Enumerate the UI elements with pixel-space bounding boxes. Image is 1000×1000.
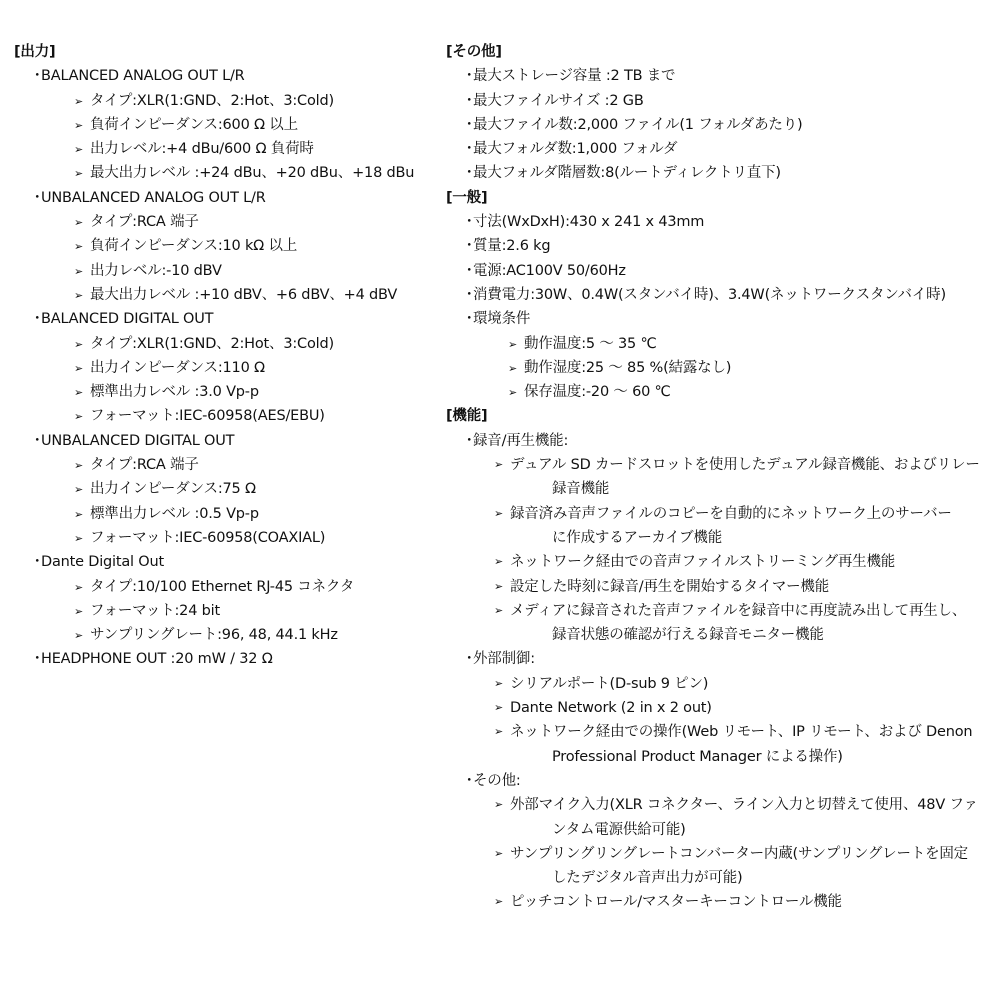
output-spec-item [14,380,434,404]
rec-play-item [446,550,994,574]
output-spec-item [14,502,434,526]
environment-item [446,356,994,380]
arrow-bullet-icon: ➢ [74,264,84,278]
general-spec-item-text: 環境条件 [473,311,531,328]
arrow-bullet-icon: ➢ [74,143,84,157]
output-spec-item-text: 最大出力レベル :+24 dBu、+20 dBu、+18 dBu [90,165,415,182]
arrow-bullet-icon: ➢ [74,507,84,521]
arrow-bullet-icon: ➢ [494,555,504,569]
arrow-bullet-icon: ➢ [74,337,84,351]
misc-function-item-text [510,793,994,842]
bullet-dot-icon: ・ [30,189,45,206]
bullet-dot-icon: ・ [462,772,477,789]
bullet-dot-icon: ・ [30,311,45,328]
text-line: シリアルポート(D-sub 9 ピン) [510,675,709,692]
output-spec-item-text: フォーマット:IEC-60958(AES/EBU) [90,408,325,425]
arrow-bullet-icon: ➢ [74,216,84,230]
output-spec-item-text: 標準出力レベル :3.0 Vp-p [90,384,259,401]
rec-play-item-text [510,599,994,648]
bullet-dot-icon: ・ [462,432,477,449]
arrow-bullet-icon: ➢ [494,725,504,739]
arrow-bullet-icon: ➢ [74,167,84,181]
text-line: ネットワーク経由での操作(Web リモート、IP リモート、および Denon [510,724,973,741]
external-control-item [446,696,994,720]
output-heading [14,40,434,64]
general-spec-item [446,307,994,331]
bullet-dot-icon: ・ [462,165,477,182]
text-line: ンタム電源供給可能) [552,821,686,838]
output-column [14,40,434,672]
output-spec-item [14,404,434,428]
output-section-title [14,186,434,210]
output-section-title-text: Dante Digital Out [41,554,164,571]
output-spec-item-text: 負荷インピーダンス:10 kΩ 以上 [90,238,298,255]
general-spec-item [446,210,994,234]
arrow-bullet-icon: ➢ [74,629,84,643]
output-spec-item-text: 最大出力レベル :+10 dBV、+6 dBV、+4 dBV [90,286,398,303]
output-spec-item [14,526,434,550]
output-spec-item [14,283,434,307]
external-control-item-text [510,720,994,769]
general-spec-item [446,234,994,258]
output-spec-item-text: 出力インピーダンス:110 Ω [90,359,265,376]
output-spec-item-text: タイプ:RCA 端子 [90,457,199,474]
output-spec-item [14,113,434,137]
function-heading-text: [機能] [446,408,488,425]
rec-play-title-text: 録音/再生機能: [473,432,569,449]
general-spec-item [446,283,994,307]
output-spec-item-text: フォーマット:IEC-60958(COAXIAL) [90,529,326,546]
misc-function-item [446,842,994,891]
output-spec-item-text: タイプ:RCA 端子 [90,214,199,231]
output-spec-item [14,161,434,185]
external-control-title [446,647,994,671]
environment-item [446,332,994,356]
output-spec-item [14,332,434,356]
misc-function-item [446,890,994,914]
text-line: 設定した時刻に録音/再生を開始するタイマー機能 [510,578,829,595]
bullet-dot-icon: ・ [462,214,477,231]
bullet-dot-icon: ・ [462,262,477,279]
general-spec-item-text: 消費電力:30W、0.4W(スタンバイ時)、3.4W(ネットワークスタンバイ時) [473,286,946,303]
arrow-bullet-icon: ➢ [74,361,84,375]
output-section-title-text: BALANCED ANALOG OUT L/R [41,68,245,85]
text-line: ネットワーク経由での音声ファイルストリーミング再生機能 [510,554,896,571]
output-section-title [14,429,434,453]
arrow-bullet-icon: ➢ [494,603,504,617]
arrow-bullet-icon: ➢ [74,604,84,618]
output-section-title [14,307,434,331]
general-spec-item-text: 電源:AC100V 50/60Hz [473,262,626,279]
other-spec-item-text: 最大フォルダ階層数:8(ルートディレクトリ直下) [473,165,781,182]
rec-play-title [446,429,994,453]
arrow-bullet-icon: ➢ [494,506,504,520]
external-control-item [446,720,994,769]
output-spec-item [14,210,434,234]
arrow-bullet-icon: ➢ [494,895,504,909]
output-spec-item-text: フォーマット:24 bit [90,602,220,619]
rec-play-item [446,453,994,502]
output-spec-item [14,623,434,647]
text-line: 録音済み音声ファイルのコピーを自動的にネットワーク上のサーバー [510,505,952,522]
text-line: メディアに録音された音声ファイルを録音中に再度読み出して再生し、 [510,602,967,619]
text-line: Professional Product Manager による操作) [552,748,843,765]
environment-item-text: 動作温度:5 ～ 35 ℃ [524,335,657,352]
arrow-bullet-icon: ➢ [508,361,518,375]
output-spec-item [14,477,434,501]
arrow-bullet-icon: ➢ [494,798,504,812]
bullet-dot-icon: ・ [30,432,45,449]
general-heading-text: [一般] [446,189,488,206]
arrow-bullet-icon: ➢ [494,701,504,715]
external-control-item-text [510,672,994,696]
output-spec-item-text: サンプリングレート:96, 48, 44.1 kHz [90,627,338,644]
misc-function-item-text [510,890,994,914]
text-line: ピッチコントロール/マスターキーコントロール機能 [510,894,842,911]
bullet-dot-icon: ・ [462,116,477,133]
output-spec-item [14,599,434,623]
arrow-bullet-icon: ➢ [74,386,84,400]
misc-function-title-text: その他: [473,772,521,789]
other-spec-item-text: 最大ファイルサイズ :2 GB [473,92,644,109]
bullet-dot-icon: ・ [462,651,477,668]
rec-play-item-text [510,502,994,551]
external-control-title-text: 外部制御: [473,651,535,668]
rec-play-item-text [510,550,994,574]
other-heading [446,40,994,64]
arrow-bullet-icon: ➢ [74,118,84,132]
rec-play-item [446,599,994,648]
bullet-dot-icon: ・ [462,141,477,158]
other-spec-item [446,89,994,113]
output-spec-item [14,356,434,380]
external-control-item [446,672,994,696]
arrow-bullet-icon: ➢ [494,676,504,690]
text-line: 録音状態の確認が行える録音モニター機能 [552,627,824,644]
function-heading [446,404,994,428]
output-section-title-text: BALANCED DIGITAL OUT [41,311,214,328]
arrow-bullet-icon: ➢ [74,459,84,473]
arrow-bullet-icon: ➢ [494,579,504,593]
output-spec-item-text: 出力レベル:-10 dBV [90,262,222,279]
other-spec-item [446,161,994,185]
misc-function-title [446,769,994,793]
arrow-bullet-icon: ➢ [494,846,504,860]
arrow-bullet-icon: ➢ [74,580,84,594]
other-spec-item [446,64,994,88]
arrow-bullet-icon: ➢ [74,531,84,545]
output-section-title [14,64,434,88]
output-spec-item [14,137,434,161]
bullet-dot-icon: ・ [462,238,477,255]
arrow-bullet-icon: ➢ [74,240,84,254]
text-line: 外部マイク入力(XLR コネクター、ライン入力と切替えて使用、48V ファ [510,797,978,814]
rec-play-item [446,575,994,599]
text-line: したデジタル音声出力が可能) [552,870,743,887]
output-spec-item [14,575,434,599]
misc-function-item [446,793,994,842]
bullet-dot-icon: ・ [30,554,45,571]
output-spec-item [14,89,434,113]
arrow-bullet-icon: ➢ [74,483,84,497]
bullet-dot-icon: ・ [462,286,477,303]
output-spec-item-text: タイプ:10/100 Ethernet RJ-45 コネクタ [90,578,355,595]
bullet-dot-icon: ・ [462,68,477,85]
output-section-title [14,647,434,671]
arrow-bullet-icon: ➢ [74,410,84,424]
bullet-dot-icon: ・ [462,92,477,109]
bullet-dot-icon: ・ [462,311,477,328]
external-control-item-text [510,696,994,720]
output-spec-item [14,259,434,283]
rec-play-item-text [510,453,994,502]
misc-function-item-text [510,842,994,891]
arrow-bullet-icon: ➢ [508,337,518,351]
text-line: 録音機能 [552,481,610,498]
output-heading-text: [出力] [14,44,56,60]
output-spec-item-text: 出力インピーダンス:75 Ω [90,481,256,498]
bullet-dot-icon: ・ [30,68,45,85]
general-spec-item-text: 寸法(WxDxH):430 x 241 x 43mm [473,214,705,231]
text-line: Dante Network (2 in x 2 out) [510,700,712,717]
output-spec-item-text: 出力レベル:+4 dBu/600 Ω 負荷時 [90,141,314,158]
other-spec-item-text: 最大ストレージ容量 :2 TB まで [473,68,676,85]
text-line: サンプリングリングレートコンバーター内蔵(サンプリングレートを固定 [510,845,968,862]
general-spec-item [446,259,994,283]
rec-play-item [446,502,994,551]
general-heading [446,186,994,210]
output-spec-item-text: 標準出力レベル :0.5 Vp-p [90,505,259,522]
environment-item-text: 動作湿度:25 ～ 85 %(結露なし) [524,359,732,376]
text-line: に作成するアーカイブ機能 [552,529,723,546]
other-spec-item [446,137,994,161]
output-section-title-text: UNBALANCED DIGITAL OUT [41,432,235,449]
other-heading-text: [その他] [446,44,502,60]
output-section-title-text: UNBALANCED ANALOG OUT L/R [41,189,266,206]
output-spec-item-text: 負荷インピーダンス:600 Ω 以上 [90,116,298,133]
bullet-dot-icon: ・ [30,651,45,668]
arrow-bullet-icon: ➢ [508,386,518,400]
rec-play-item-text [510,575,994,599]
environment-item-text: 保存温度:-20 ～ 60 ℃ [524,384,671,401]
output-spec-item-text: タイプ:XLR(1:GND、2:Hot、3:Cold) [90,92,334,109]
output-spec-item-text: タイプ:XLR(1:GND、2:Hot、3:Cold) [90,335,334,352]
output-section-title [14,550,434,574]
output-spec-item [14,234,434,258]
other-spec-item [446,113,994,137]
general-spec-item-text: 質量:2.6 kg [473,238,551,255]
text-line: デュアル SD カードスロットを使用したデュアル録音機能、およびリレー [510,457,980,474]
arrow-bullet-icon: ➢ [494,458,504,472]
other-spec-item-text: 最大フォルダ数:1,000 フォルダ [473,141,678,158]
output-spec-item [14,453,434,477]
spec-column-right [446,40,994,915]
output-section-title-text: HEADPHONE OUT :20 mW / 32 Ω [41,651,273,668]
arrow-bullet-icon: ➢ [74,288,84,302]
arrow-bullet-icon: ➢ [74,94,84,108]
other-spec-item-text: 最大ファイル数:2,000 ファイル(1 フォルダあたり) [473,116,803,133]
environment-item [446,380,994,404]
